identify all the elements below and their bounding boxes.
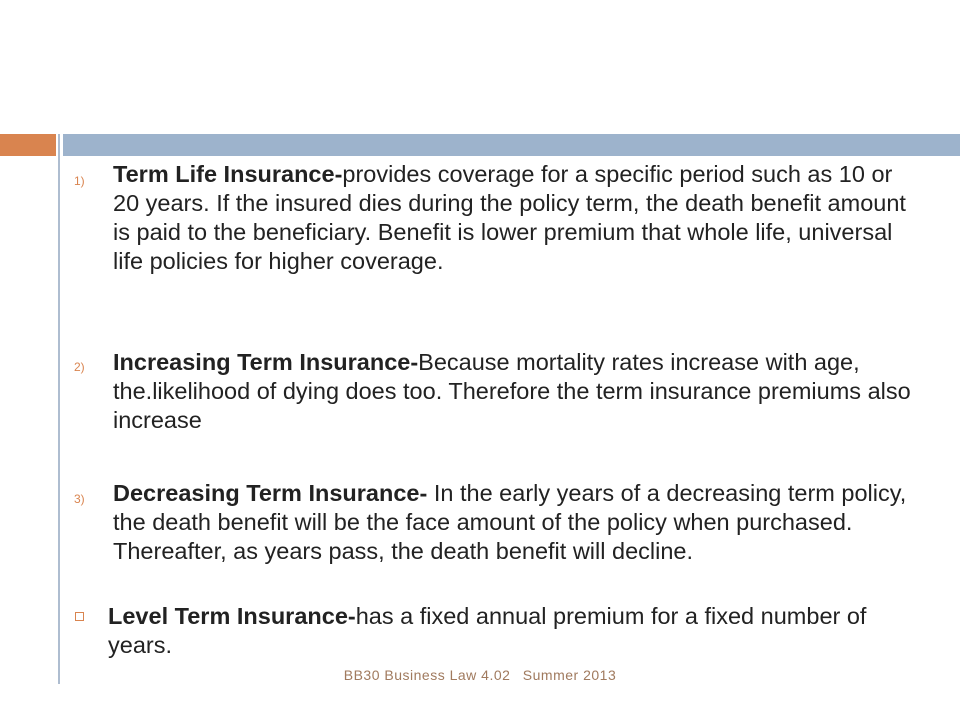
item-heading: Increasing Term Insurance- xyxy=(113,349,419,375)
list-item-level-term xyxy=(108,602,888,660)
item-number-1: 1) xyxy=(74,174,85,188)
item-number-3: 3) xyxy=(74,492,85,506)
item-heading: Term Life Insurance- xyxy=(113,161,343,187)
list-item-increasing-term xyxy=(113,348,913,435)
item-text: has a fixed annual premium for a fixed number of years. xyxy=(108,603,867,658)
square-bullet-icon xyxy=(75,612,84,621)
item-text: provides coverage for a specific period such as 10 or 20 years. If the insured dies during the policy term, the death benefit amount is paid to the beneficiary. Benefit is lower premium that whole life, universal life policies for higher coverage. xyxy=(113,161,906,274)
list-item-term-life xyxy=(113,160,913,276)
item-heading: Decreasing Term Insurance- xyxy=(113,480,434,506)
slide-footer xyxy=(0,667,960,683)
item-heading: Level Term Insurance- xyxy=(108,603,356,629)
footer-course: BB30 Business Law 4.02 xyxy=(343,667,511,683)
list-item-decreasing-term xyxy=(113,479,913,566)
item-number-2: 2) xyxy=(74,360,85,374)
item-text: In the early years of a decreasing term policy, the death benefit will be the face amount of the policy when purchased. Thereafter, as years pass, the death benefit will decline. xyxy=(113,480,907,564)
footer-term: Summer 2013 xyxy=(522,667,617,683)
item-text: Because mortality rates increase with age, the.likelihood of dying does too. Therefore the term insurance premiums also increase xyxy=(113,349,911,433)
